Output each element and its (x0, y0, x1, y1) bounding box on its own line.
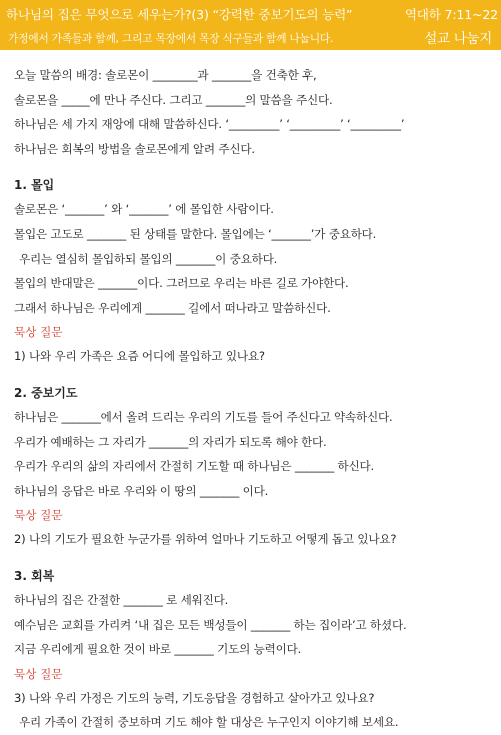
sermon-title: 하나님의 집은 무엇으로 세우는가?(3) “강력한 중보기도의 능력” (6, 7, 353, 22)
meditation-question: 3) 나와 우리 가정은 기도의 능력, 기도응답을 경험하고 살아가고 있나요? (14, 690, 375, 705)
section-heading: 2. 중보기도 (14, 385, 78, 400)
section-restoration (14, 564, 494, 735)
section-line: 하나님은 _______에서 올려 드리는 우리의 기도를 들어 주신다고 약속하신다. (14, 409, 393, 424)
section-line: 솔로몬은 ‘_______’ 와 ‘_______’ 에 몰입한 사람이다. (14, 202, 274, 217)
section-line: 예수님은 교회를 가리켜 ‘내 집은 모든 백성들이 _______ 하는 집이라’고 하셨다. (14, 617, 407, 632)
section-intercession (14, 381, 494, 552)
intro-block (14, 63, 494, 161)
intro-line: 오늘 말씀의 배경: 솔로몬이 ________과 _______을 건축한 후, (14, 68, 317, 82)
section-immersion (14, 173, 494, 369)
section-line: 몰입은 고도로 _______ 된 상태를 말한다. 몰입에는 ‘_______’가 중요하다. (14, 226, 377, 241)
header-title-row (6, 4, 498, 23)
section-line: 몰입의 반대말은 _______이다. 그러므로 우리는 바른 길로 가야한다. (14, 276, 349, 291)
meditation-question-label: 묵상 질문 (14, 325, 63, 340)
sermon-subtitle: 가정에서 가족들과 함께, 그리고 목장에서 목장 식구들과 함께 나눕니다. (8, 32, 334, 45)
scripture-reference: 역대하 7:11~22 (404, 7, 498, 22)
meditation-question: 우리 가족이 간절히 중보하며 기도 해야 할 대상은 누구인지 이야기해 보세요. (19, 715, 399, 730)
header-banner (0, 0, 501, 50)
intro-line: 솔로몬을 _____에 만나 주신다. 그리고 _______의 말씀을 주신다. (14, 92, 333, 107)
section-line: 그래서 하나님은 우리에게 _______ 길에서 떠나라고 말씀하신다. (14, 300, 331, 315)
section-heading: 1. 몰입 (14, 178, 55, 193)
meditation-question-label: 묵상 질문 (14, 508, 63, 523)
section-line: 우리가 우리의 삶의 자리에서 간절히 기도할 때 하나님은 _______ 하신다. (14, 459, 375, 474)
intro-line: 하나님은 회복의 방법을 솔로몬에게 알려 주신다. (14, 141, 255, 156)
sermon-content (14, 63, 494, 735)
section-line: 하나님의 집은 간절한 _______ 로 세워진다. (14, 592, 229, 607)
meditation-question-label: 묵상 질문 (14, 666, 63, 681)
sheet-label: 설교 나눔지 (424, 31, 492, 47)
meditation-question: 1) 나와 우리 가족은 요즘 어디에 몰입하고 있나요? (14, 349, 265, 364)
meditation-question: 2) 나의 기도가 필요한 누군가를 위하여 얼마나 기도하고 어떻게 돕고 있나요? (14, 532, 397, 547)
section-line: 지금 우리에게 필요한 것이 바로 _______ 기도의 능력이다. (14, 642, 302, 657)
section-heading: 3. 회복 (14, 568, 55, 583)
intro-line: 하나님은 세 가지 재앙에 대해 말씀하신다. ‘_________’ ‘_________’ ‘_________’ (14, 117, 405, 132)
section-line: 우리는 열심히 몰입하되 몰입의 _______이 중요하다. (19, 251, 278, 266)
section-line: 하나님의 응답은 바로 우리와 이 땅의 _______ 이다. (14, 483, 269, 498)
section-line: 우리가 예배하는 그 자리가 _______의 자리가 되도록 해야 한다. (14, 434, 327, 449)
header-subtitle-row (8, 31, 496, 46)
